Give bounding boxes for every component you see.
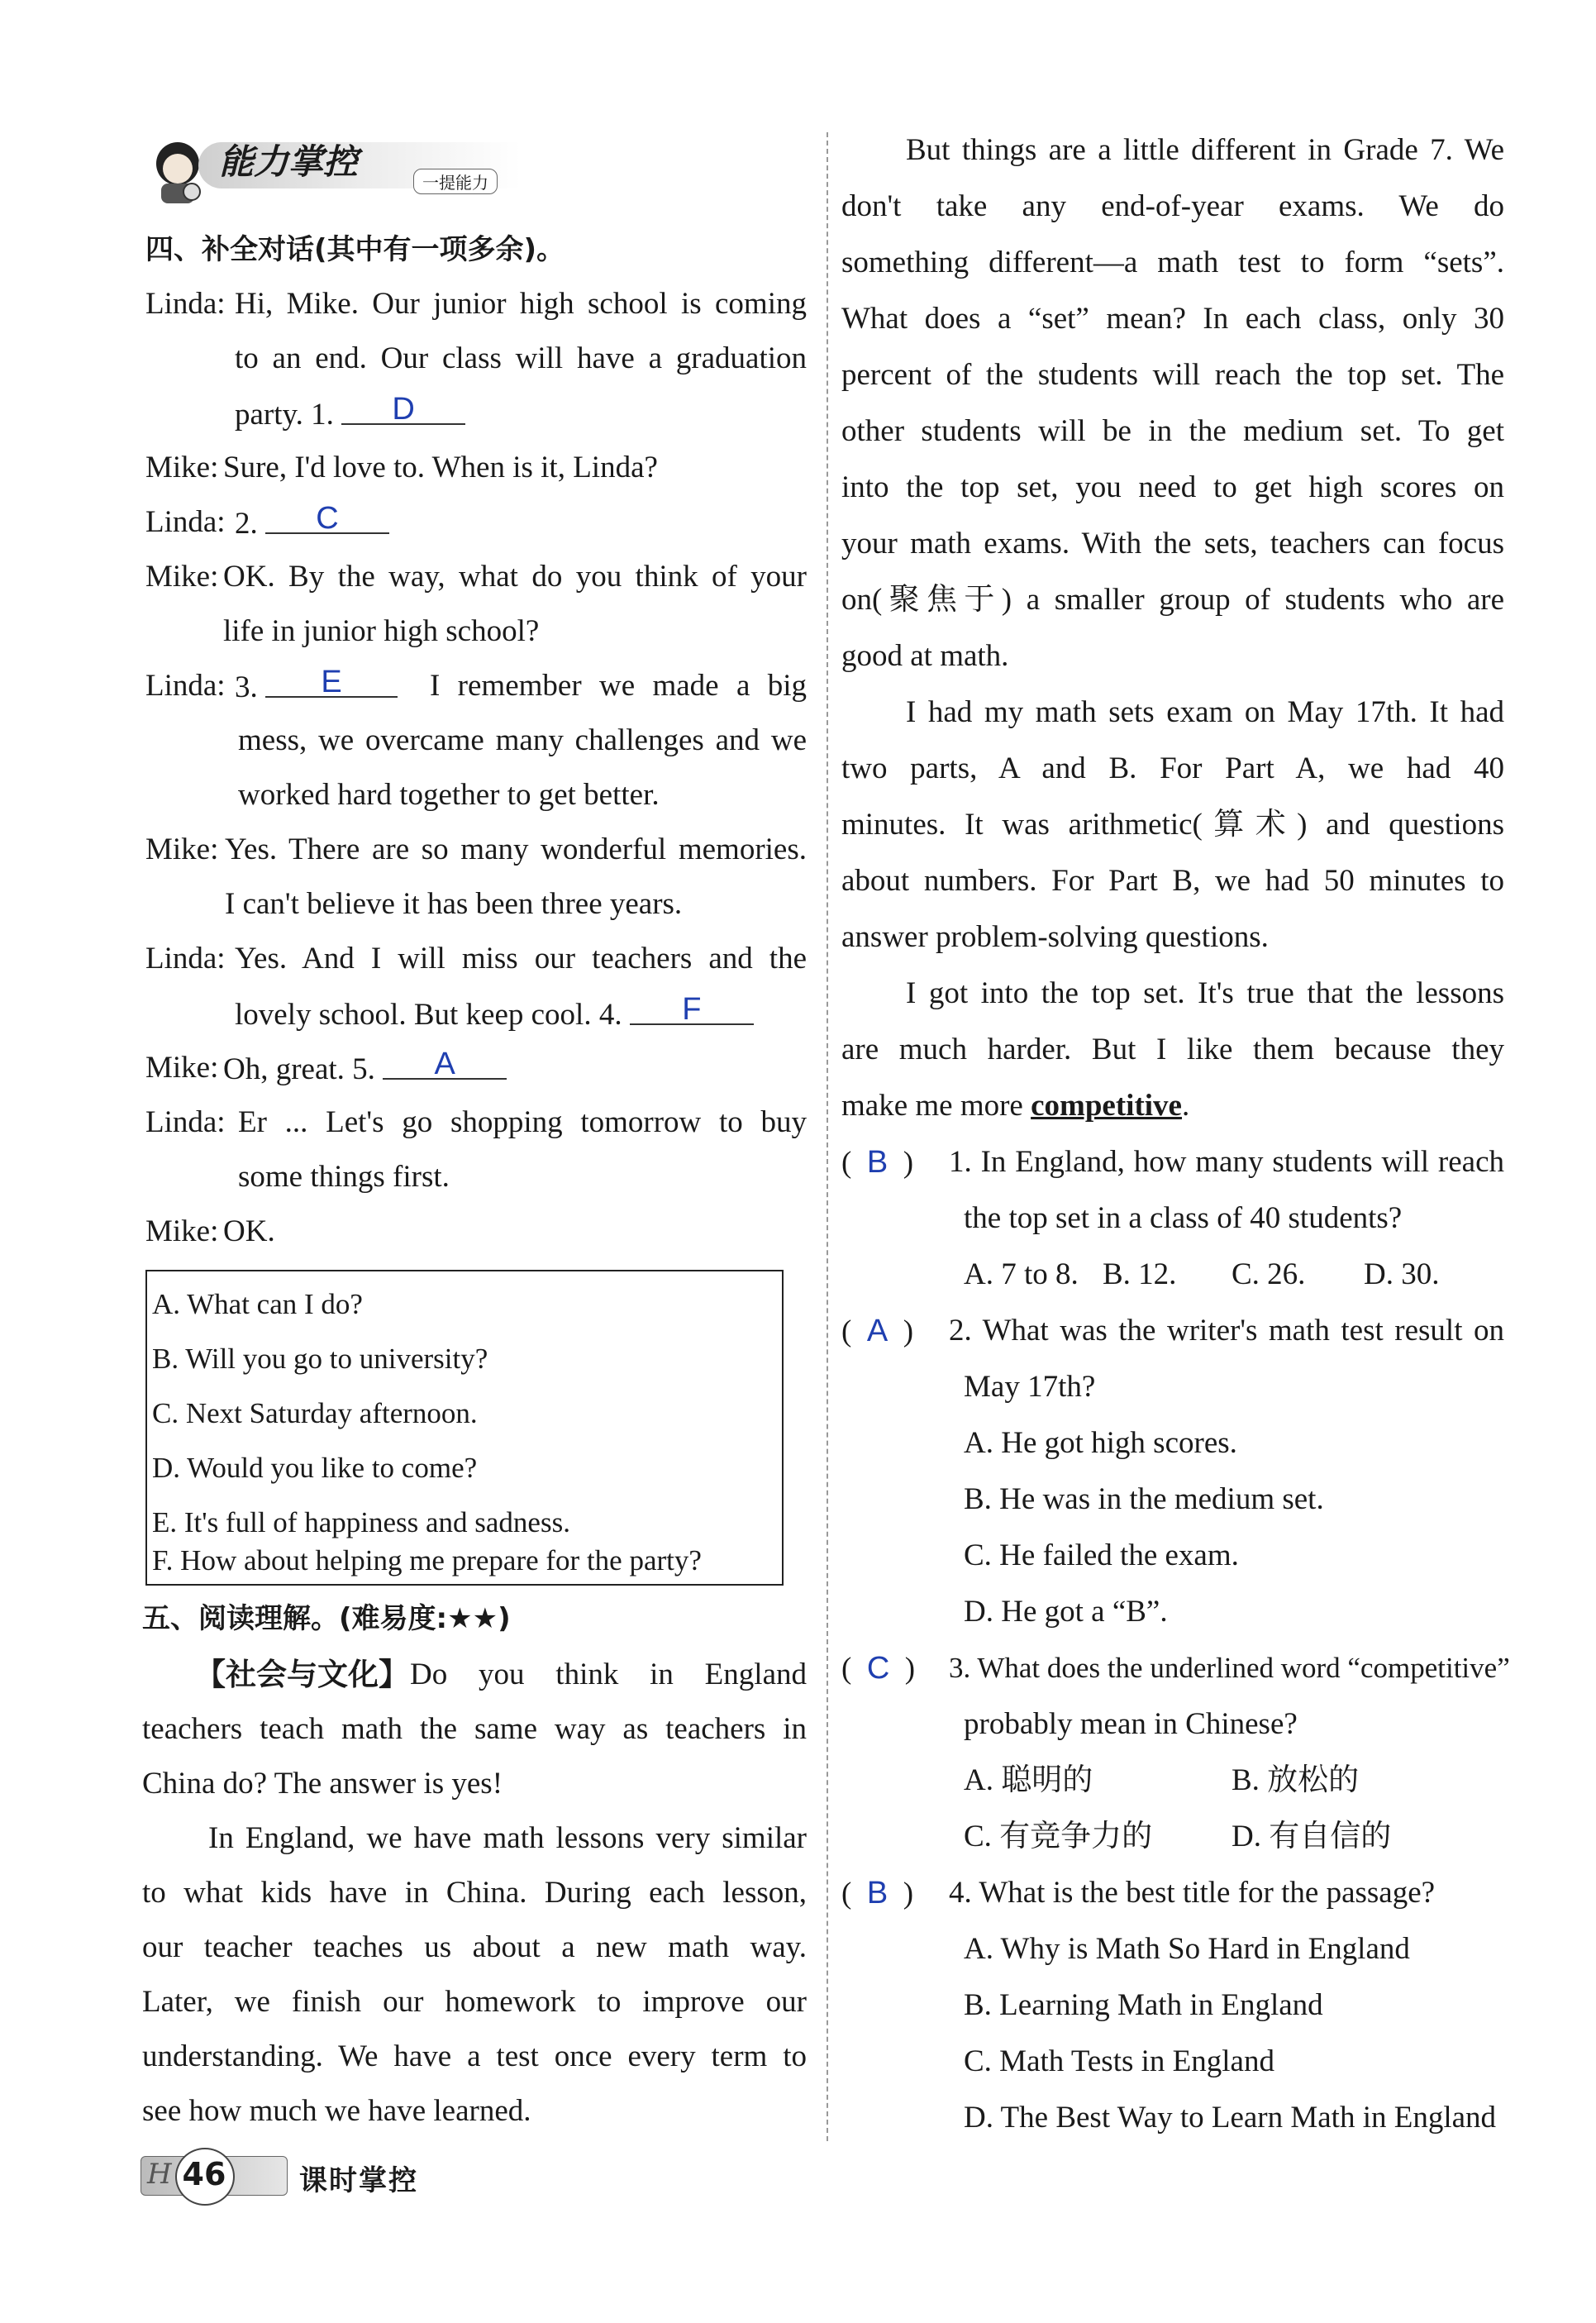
answer-bracket: ( B ): [841, 1145, 914, 1180]
question-option: B. 放松的: [1232, 1763, 1360, 1797]
question-stem: 3. What does the underlined word “competitive”: [949, 1652, 1510, 1684]
dialogue-line: some things first.: [238, 1160, 450, 1194]
dialogue-line: Oh, great. 5. A: [223, 1050, 507, 1088]
answer-bracket: ( A ): [841, 1314, 914, 1348]
answer-blank-1[interactable]: D: [341, 395, 465, 425]
dialogue-speaker: Mike:: [145, 1051, 219, 1085]
dialogue-line: 3. E: [235, 668, 398, 706]
answer-blank-4[interactable]: F: [630, 995, 754, 1025]
dialogue-speaker: Mike:: [145, 832, 219, 866]
answer-blank-3[interactable]: E: [265, 668, 398, 698]
dialogue-line: Yes. And I will miss our teachers and the: [235, 942, 807, 975]
column-divider: [827, 132, 828, 2141]
answer-blank-5[interactable]: A: [383, 1050, 507, 1080]
h-logo-icon: H: [147, 2158, 172, 2191]
passage-line: are much harder. But I like them because they: [841, 1033, 1504, 1066]
option-item: B. Will you go to university?: [152, 1343, 488, 1375]
question-option: B. He was in the medium set.: [964, 1482, 1324, 1516]
passage-line: percent of the students will reach the top set. The: [841, 358, 1504, 392]
passage-line: What does a “set” mean? In each class, only 30: [841, 302, 1504, 336]
dialogue-line: I can't believe it has been three years.: [225, 887, 683, 921]
dialogue-line: OK. By the way, what do you think of your: [223, 560, 807, 594]
dialogue-line: I remember we made a big: [430, 669, 807, 703]
passage-line: two parts, A and B. For Part A, we had 40: [841, 751, 1504, 785]
passage-line: don't take any end-of-year exams. We do: [841, 189, 1504, 223]
header-subtitle: 一提能力: [413, 169, 498, 194]
question-option: A. He got high scores.: [964, 1426, 1237, 1460]
option-item: A. What can I do?: [152, 1288, 363, 1320]
question-option: C. He failed the exam.: [964, 1538, 1239, 1572]
question-stem: May 17th?: [964, 1370, 1096, 1404]
dialogue-line: life in junior high school?: [223, 614, 540, 648]
passage-line: into the top set, you need to get high scores on: [841, 470, 1504, 504]
passage-line: Do you think in England: [410, 1658, 807, 1691]
answer-mark[interactable]: B: [866, 1876, 889, 1910]
question-stem: 4. What is the best title for the passage?: [949, 1876, 1436, 1910]
dialogue-line: to an end. Our class will have a graduation: [235, 341, 807, 375]
passage-line: understanding. We have a test once every term to: [142, 2039, 807, 2073]
dialogue-line: party. 1. D: [235, 395, 465, 433]
passage-line: something different—a math test to form “sets”.: [841, 246, 1504, 279]
question-option: D. 30.: [1364, 1257, 1440, 1291]
answer-bracket: ( B ): [841, 1876, 914, 1910]
answer-mark[interactable]: A: [866, 1314, 889, 1348]
passage-line: see how much we have learned.: [142, 2094, 531, 2128]
dialogue-speaker: Linda:: [145, 287, 226, 321]
header-logo: [141, 132, 529, 207]
question-stem: the top set in a class of 40 students?: [964, 1201, 1403, 1235]
option-item: F. How about helping me prepare for the party?: [152, 1544, 702, 1576]
question-stem: 1. In England, how many students will reach: [949, 1145, 1504, 1179]
question-option: C. Math Tests in England: [964, 2044, 1274, 2078]
dialogue-line: lovely school. But keep cool. 4. F: [235, 995, 754, 1033]
passage-line: minutes. It was arithmetic(算术) and questions: [841, 808, 1504, 842]
answer-mark[interactable]: C: [866, 1651, 890, 1686]
dialogue-line: Hi, Mike. Our junior high school is coming: [235, 287, 807, 321]
page-number: 46: [182, 2156, 226, 2192]
footer: [141, 2146, 455, 2204]
question-option: D. The Best Way to Learn Math in England: [964, 2101, 1497, 2135]
question-option: D. 有自信的: [1232, 1820, 1392, 1853]
dialogue-speaker: Linda:: [145, 505, 226, 539]
option-item: E. It's full of happiness and sadness.: [152, 1506, 570, 1538]
dialogue-speaker: Mike:: [145, 451, 219, 484]
question-stem: probably mean in Chinese?: [964, 1707, 1298, 1741]
answer-bracket: ( C ): [841, 1651, 916, 1686]
passage-line: I got into the top set. It's true that the lessons: [906, 976, 1504, 1010]
option-item: D. Would you like to come?: [152, 1452, 478, 1484]
passage-line: good at math.: [841, 639, 1009, 673]
question-stem: 2. What was the writer's math test result on: [949, 1314, 1504, 1348]
passage-line: on(聚焦于) a smaller group of students who are: [841, 583, 1504, 617]
dialogue-line: OK.: [223, 1214, 275, 1248]
section4-heading: 四、补全对话(其中有一项多余)。: [145, 233, 565, 266]
passage-line: I had my math sets exam on May 17th. It had: [906, 695, 1504, 729]
passage-line: But things are a little different in Grade 7. We: [906, 133, 1504, 167]
dialogue-speaker: Mike:: [145, 1214, 219, 1248]
passage-line: Later, we finish our homework to improve our: [142, 1985, 807, 2019]
passage-line: about numbers. For Part B, we had 50 minutes to: [841, 864, 1504, 898]
topic-tag: 【社会与文化】: [195, 1657, 409, 1692]
passage-line: answer problem-solving questions.: [841, 920, 1269, 954]
passage-line: make me more competitive.: [841, 1089, 1190, 1123]
passage-line: to what kids have in China. During each lesson,: [142, 1876, 807, 1910]
dialogue-line: Yes. There are so many wonderful memories.: [225, 832, 807, 866]
question-option: A. 7 to 8.: [964, 1257, 1079, 1291]
dialogue-line: mess, we overcame many challenges and we: [238, 723, 807, 757]
question-option: D. He got a “B”.: [964, 1595, 1168, 1629]
options-box: [145, 1270, 784, 1586]
dialogue-line: worked hard together to get better.: [238, 778, 660, 812]
dialogue-line: Sure, I'd love to. When is it, Linda?: [223, 451, 658, 484]
dialogue-speaker: Linda:: [145, 1105, 226, 1139]
section5-heading: 五、阅读理解。(难易度:★★): [142, 1602, 511, 1635]
passage-line: your math exams. With the sets, teachers can focus: [841, 527, 1504, 560]
answer-blank-2[interactable]: C: [265, 504, 389, 534]
question-option: B. 12.: [1103, 1257, 1177, 1291]
passage-line: other students will be in the medium set. To get: [841, 414, 1504, 448]
dialogue-speaker: Linda:: [145, 669, 226, 703]
passage-line: teachers teach math the same way as teachers in: [142, 1712, 807, 1746]
question-option: A. 聪明的: [964, 1763, 1093, 1797]
dialogue-speaker: Linda:: [145, 942, 226, 975]
header-title: 能力掌控: [219, 141, 359, 182]
question-option: B. Learning Math in England: [964, 1988, 1323, 2022]
dialogue-speaker: Mike:: [145, 560, 219, 594]
underlined-word: competitive: [1031, 1089, 1182, 1123]
passage-line: our teacher teaches us about a new math way.: [142, 1930, 807, 1964]
dialogue-line: 2. C: [235, 504, 389, 542]
answer-mark[interactable]: B: [866, 1145, 889, 1180]
footer-label: 课时掌控: [299, 2164, 418, 2197]
question-option: C. 26.: [1232, 1257, 1306, 1291]
question-option: A. Why is Math So Hard in England: [964, 1932, 1410, 1966]
passage-line: China do? The answer is yes!: [142, 1767, 503, 1801]
question-option: C. 有竞争力的: [964, 1820, 1153, 1853]
dialogue-line: Er ... Let's go shopping tomorrow to buy: [238, 1105, 807, 1139]
option-item: C. Next Saturday afternoon.: [152, 1397, 478, 1429]
passage-line: In England, we have math lessons very similar: [208, 1821, 807, 1855]
